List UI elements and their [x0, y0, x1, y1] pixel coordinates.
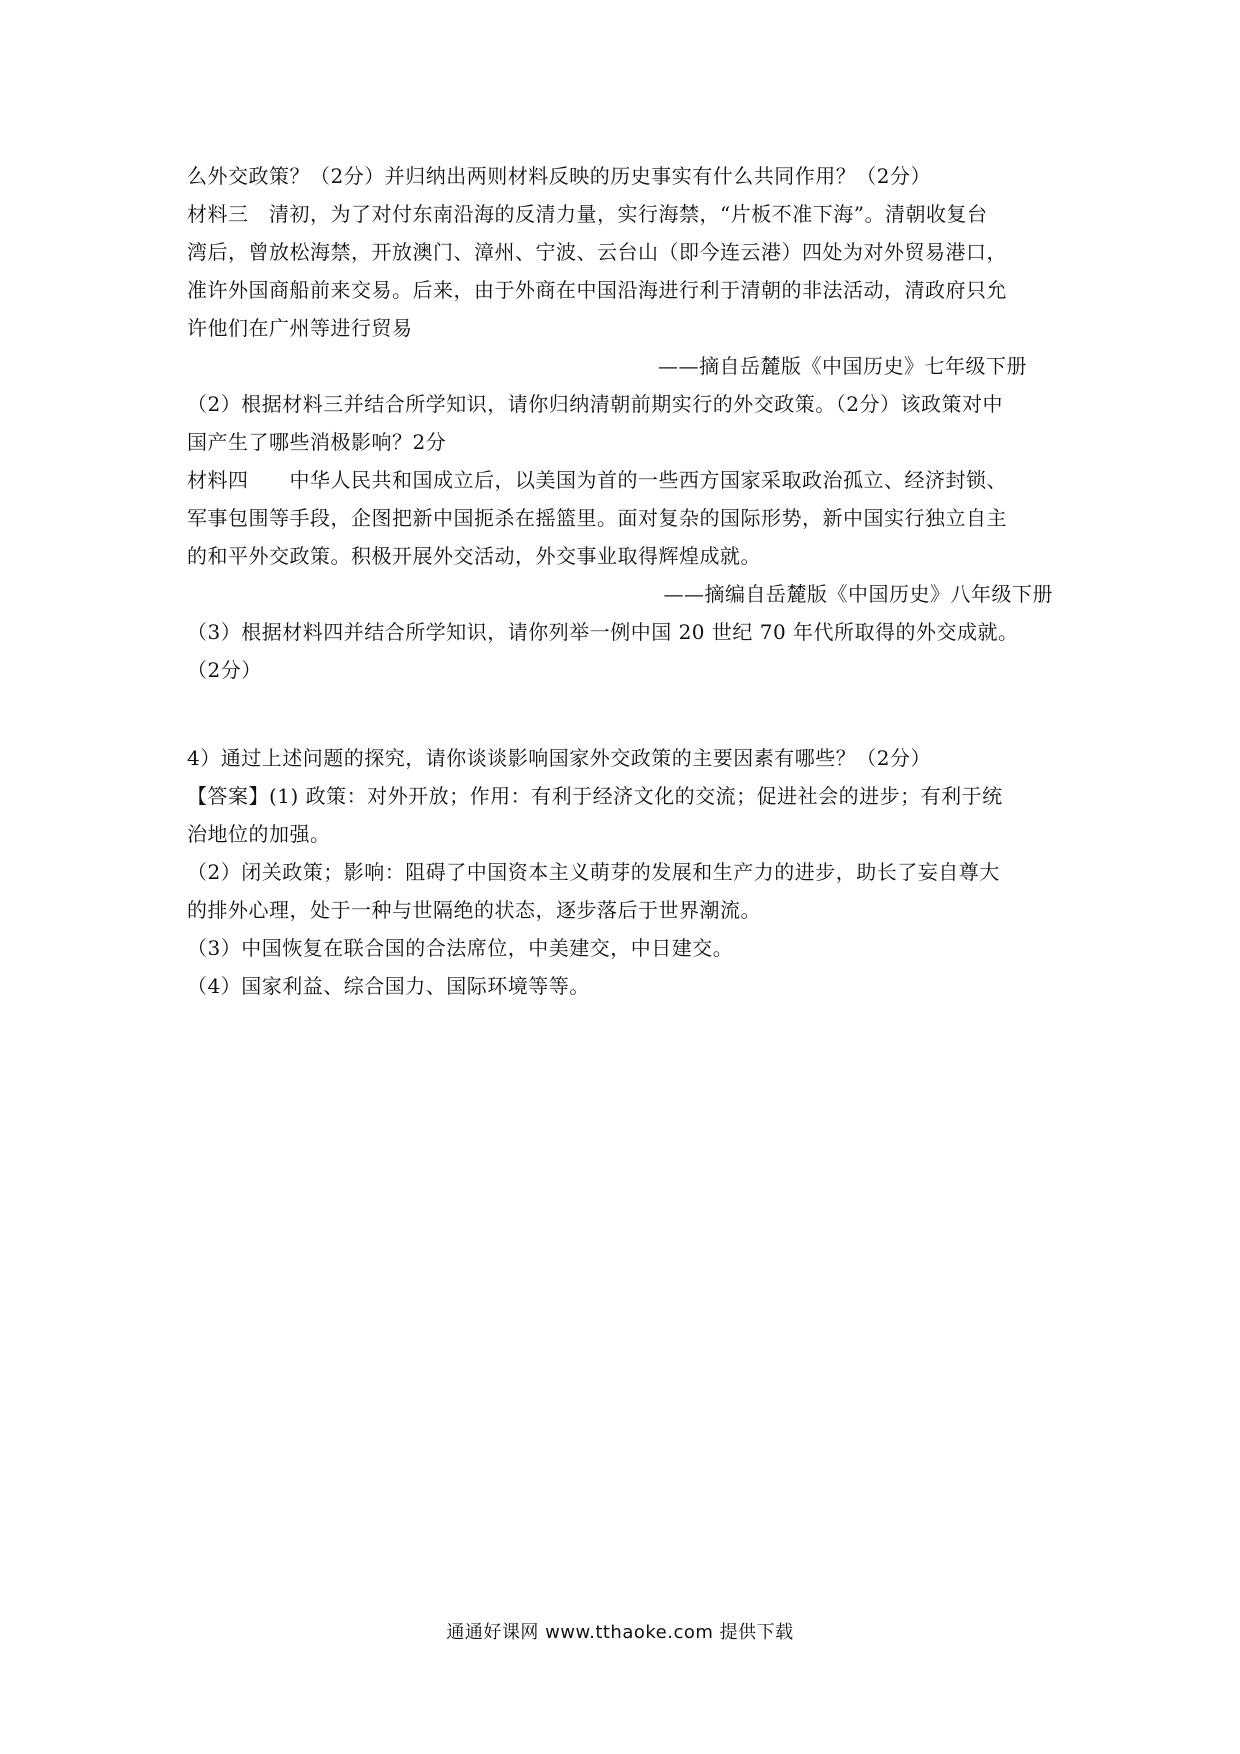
question-2-line: （2）根据材料三并结合所学知识，请你归纳清朝前期实行的外交政策。（2分）该政策对中 — [187, 392, 1003, 416]
answer-1-line: 【答案】(1) 政策：对外开放；作用：有利于经济文化的交流；促进社会的进步；有利于统 — [187, 784, 1003, 808]
answer-2-line: （2）闭关政策；影响：阻碍了中国资本主义萌芽的发展和生产力的进步，助长了妄自尊大 — [187, 860, 1000, 884]
material-4-line: 的和平外交政策。积极开展外交活动，外交事业取得辉煌成就。 — [187, 544, 761, 568]
material-4-line: 军事包围等手段，企图把新中国扼杀在摇篮里。面对复杂的国际形势，新中国实行独立自主 — [187, 506, 1007, 530]
document-body — [187, 157, 1055, 1005]
paragraph-gap — [187, 689, 1055, 739]
question-1-tail: 么外交政策？（2分）并归纳出两则材料反映的历史事实有什么共同作用？（2分） — [187, 164, 931, 188]
question-2 — [187, 385, 1055, 461]
material-3-line: 许他们在广州等进行贸易 — [187, 316, 413, 340]
question-3-line: （3）根据材料四并结合所学知识，请你列举一例中国 20 世纪 70 年代所取得的外交成就。 — [187, 620, 1019, 644]
answer-4: （4）国家利益、综合国力、国际环境等等。 — [187, 974, 590, 998]
answer-2-line: 的排外心理，处于一种与世隔绝的状态，逐步落后于世界潮流。 — [187, 898, 761, 922]
question-3 — [187, 613, 1055, 689]
material-3-line: 准许外国商船前来交易。后来，由于外商在中国沿海进行利于清朝的非法活动，清政府只允 — [187, 278, 1007, 302]
page-footer: 通通好课网 www.tthaoke.com 提供下载 — [446, 1622, 794, 1643]
question-3-line: （2分） — [187, 658, 262, 682]
question-4: 4）通过上述问题的探究，请你谈谈影响国家外交政策的主要因素有哪些？（2分） — [187, 746, 931, 770]
material-4 — [187, 461, 1055, 613]
answer-3: （3）中国恢复在联合国的合法席位，中美建交，中日建交。 — [187, 936, 734, 960]
material-4-source: ——摘编自岳麓版《中国历史》八年级下册 — [663, 582, 1053, 606]
material-3-line: 湾后，曾放松海禁，开放澳门、漳州、宁波、云台山（即今连云港）四处为对外贸易港口， — [187, 240, 1007, 264]
answer-1-line: 治地位的加强。 — [187, 822, 331, 846]
answer-section — [187, 777, 1055, 1005]
material-3-source: ——摘自岳麓版《中国历史》七年级下册 — [658, 354, 1027, 378]
material-3 — [187, 195, 1055, 385]
material-4-line: 材料四 中华人民共和国成立后，以美国为首的一些西方国家采取政治孤立、经济封锁、 — [187, 468, 1007, 492]
question-2-line: 国产生了哪些消极影响？2分 — [187, 430, 447, 454]
material-3-line: 材料三 清初，为了对付东南沿海的反清力量，实行海禁，“片板不准下海”。清朝收复台 — [187, 202, 988, 226]
